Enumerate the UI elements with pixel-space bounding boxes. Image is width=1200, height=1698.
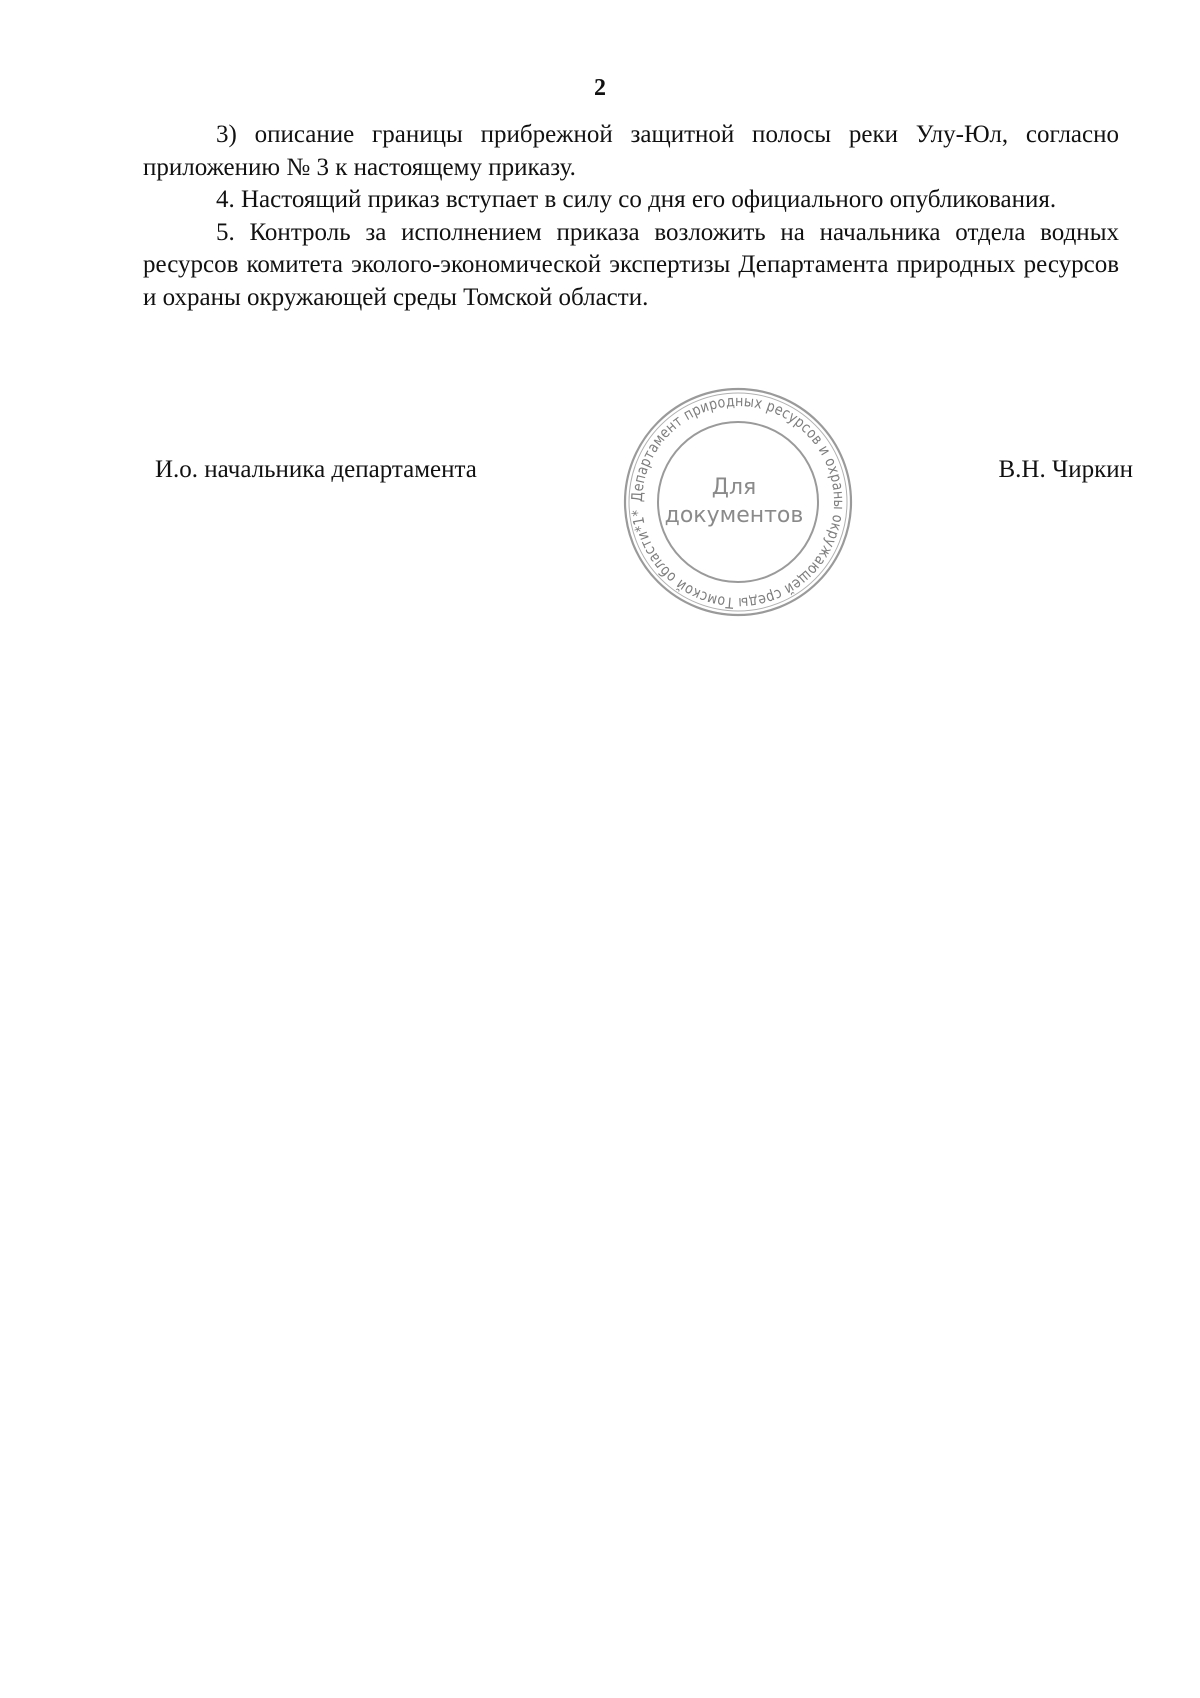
seal-center-line-1: Для (711, 475, 757, 500)
document-body (143, 119, 1119, 314)
signatory-position: И.о. начальника департамента (155, 456, 477, 483)
seal-graphic (618, 382, 858, 622)
official-seal (618, 382, 858, 622)
seal-inner-ring (658, 422, 818, 582)
signature-block (0, 450, 1200, 490)
paragraph-item-3: 3) описание границы прибрежной защитной полосы реки Улу-Юл, согласно приложению № 3 к настоящему приказу. (143, 121, 1119, 181)
signatory-name: В.Н. Чиркин (998, 456, 1133, 483)
paragraph-item-4: 4. Настоящий приказ вступает в силу со дня его официального опубликования. (216, 186, 1057, 213)
page-number: 2 (594, 75, 606, 101)
seal-center-line-2: документов (664, 503, 804, 528)
paragraph-item-5: 5. Контроль за исполнением приказа возложить на начальника отдела водных ресурсов комитета эколого-экономической экспертизы Департамента природных ресурсов и охраны окружающей среды Томской области. (143, 218, 1119, 311)
seal-ring-text: Департамент природных ресурсов и охраны окружающей среды Томской области*1* (627, 391, 849, 613)
